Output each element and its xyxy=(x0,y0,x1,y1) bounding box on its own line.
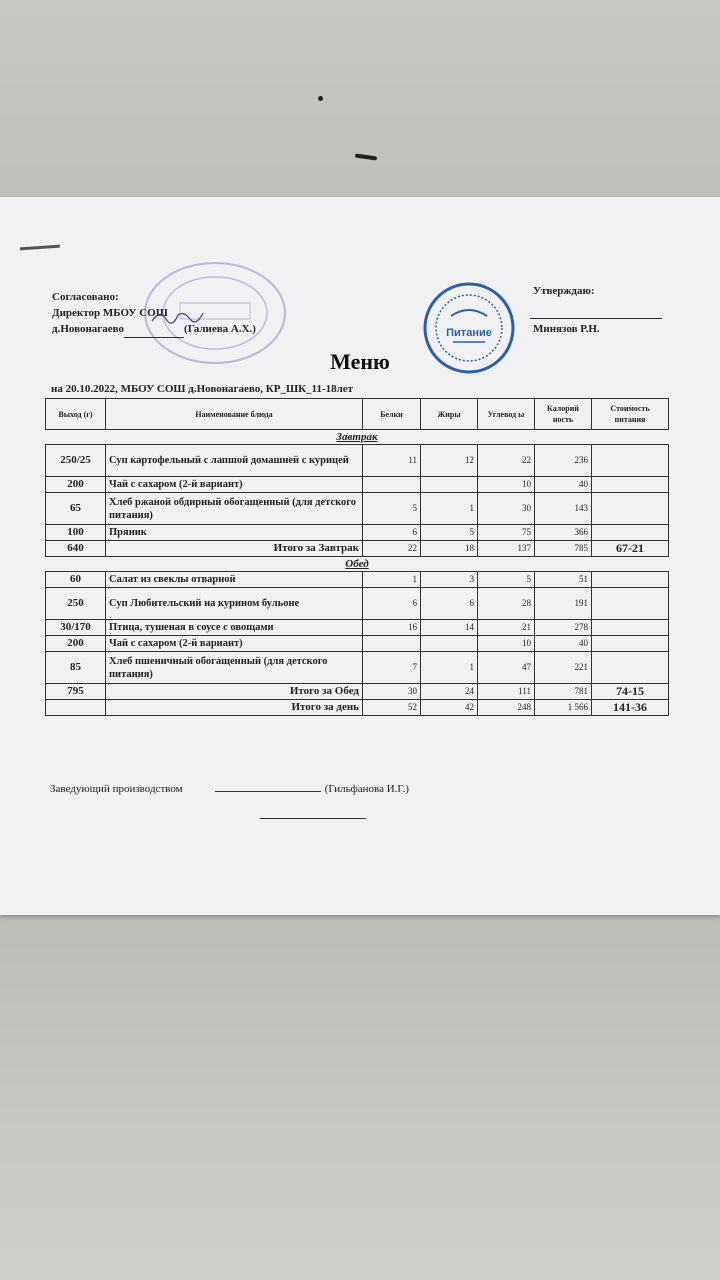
fat-cell: 12 xyxy=(421,445,478,477)
protein-total-cell: 30 xyxy=(363,684,421,700)
director-name: (Галиева А.Х.) xyxy=(184,323,256,335)
column-header: Наименование блюда xyxy=(106,399,363,430)
table-row xyxy=(46,620,669,636)
calories-cell: 191 xyxy=(535,588,592,620)
cost-cell xyxy=(592,572,669,588)
stamp-text: Питание xyxy=(446,327,492,339)
protein-cell xyxy=(363,636,421,652)
column-header: Жиры xyxy=(421,399,478,430)
portion-cell: 65 xyxy=(46,493,106,525)
table-row xyxy=(46,493,669,525)
protein-cell xyxy=(363,477,421,493)
protein-cell: 6 xyxy=(363,525,421,541)
calories-total-cell: 781 xyxy=(535,684,592,700)
carbs-cell: 10 xyxy=(478,477,535,493)
approve-signature-line xyxy=(530,318,662,319)
dish-name-cell: Чай с сахаром (2-й вариант) xyxy=(106,477,363,493)
carbs-cell: 75 xyxy=(478,525,535,541)
cost-cell xyxy=(592,620,669,636)
portion-cell: 200 xyxy=(46,636,106,652)
fat-cell: 1 xyxy=(421,652,478,684)
dish-name-cell: Хлеб ржаной обдирный обогащенный (для детского питания) xyxy=(106,493,363,525)
portion-cell: 200 xyxy=(46,477,106,493)
portion-total-cell: 640 xyxy=(46,541,106,557)
table-header-row xyxy=(46,399,669,430)
fat-cell: 3 xyxy=(421,572,478,588)
carbs-cell: 22 xyxy=(478,445,535,477)
wall-background-bottom xyxy=(0,915,720,1280)
menu-table xyxy=(45,398,669,716)
calories-cell: 221 xyxy=(535,652,592,684)
approver-name: Минязов Р.Н. xyxy=(533,323,600,335)
section-title: Обед xyxy=(345,557,369,570)
total-label: Итого за Обед xyxy=(106,684,363,700)
day-total-row xyxy=(46,700,669,716)
wall-background-top xyxy=(0,0,720,200)
calories-cell: 366 xyxy=(535,525,592,541)
protein-cell: 16 xyxy=(363,620,421,636)
day-total-label: Итого за день xyxy=(106,700,363,716)
fat-cell xyxy=(421,636,478,652)
portion-cell: 250 xyxy=(46,588,106,620)
footer-role: Заведующий производством xyxy=(50,783,183,795)
table-row xyxy=(46,652,669,684)
column-header: Выход (г) xyxy=(46,399,106,430)
calories-cell: 143 xyxy=(535,493,592,525)
dish-name-cell: Пряник xyxy=(106,525,363,541)
agreed-label: Согласовано: xyxy=(52,291,119,303)
director-label: Директор МБОУ СОШ xyxy=(52,307,168,319)
protein-cell: 1 xyxy=(363,572,421,588)
page-title: Меню xyxy=(330,349,390,374)
table-row xyxy=(46,477,669,493)
dish-name-cell: Суп картофельный с лапшой домашней с курицей xyxy=(106,445,363,477)
column-header: Калорий ность xyxy=(535,399,592,430)
table-row xyxy=(46,588,669,620)
calories-cell: 40 xyxy=(535,477,592,493)
carbs-cell: 5 xyxy=(478,572,535,588)
fat-cell: 14 xyxy=(421,620,478,636)
cost-cell xyxy=(592,493,669,525)
fat-cell: 1 xyxy=(421,493,478,525)
table-row xyxy=(46,445,669,477)
carbs-total-cell: 111 xyxy=(478,684,535,700)
fat-cell xyxy=(421,477,478,493)
carbs-cell: 10 xyxy=(478,636,535,652)
footer-second-line xyxy=(260,818,366,819)
protein-total-cell: 52 xyxy=(363,700,421,716)
portion-cell: 60 xyxy=(46,572,106,588)
approve-label: Утверждаю: xyxy=(533,285,595,297)
calories-total-cell: 785 xyxy=(535,541,592,557)
column-header: Стоимость питания xyxy=(592,399,669,430)
protein-total-cell: 22 xyxy=(363,541,421,557)
page-subtitle: на 20.10.2022, МБОУ СОШ д.Новонагаево, КР_ШК_11-18лет xyxy=(51,383,354,395)
dish-name-cell: Суп Любительский на курином бульоне xyxy=(106,588,363,620)
total-row xyxy=(46,684,669,700)
protein-cell: 5 xyxy=(363,493,421,525)
portion-cell: 100 xyxy=(46,525,106,541)
column-header: Углевод ы xyxy=(478,399,535,430)
total-row xyxy=(46,541,669,557)
calories-total-cell: 1 566 xyxy=(535,700,592,716)
footer-signature xyxy=(50,783,409,795)
fat-total-cell: 24 xyxy=(421,684,478,700)
fat-cell: 5 xyxy=(421,525,478,541)
cost-cell xyxy=(592,652,669,684)
table-row xyxy=(46,636,669,652)
signature-scrawl-icon xyxy=(150,307,205,325)
calories-cell: 278 xyxy=(535,620,592,636)
total-label: Итого за Завтрак xyxy=(106,541,363,557)
section-title-row xyxy=(46,430,669,445)
cost-cell xyxy=(592,525,669,541)
village-label: д.Новонагаево xyxy=(52,323,125,335)
column-header: Белки xyxy=(363,399,421,430)
carbs-cell: 28 xyxy=(478,588,535,620)
footer-signature-line xyxy=(215,791,321,792)
carbs-cell: 21 xyxy=(478,620,535,636)
carbs-cell: 30 xyxy=(478,493,535,525)
portion-cell: 250/25 xyxy=(46,445,106,477)
cost-total-cell: 67-21 xyxy=(592,541,669,557)
fat-total-cell: 18 xyxy=(421,541,478,557)
wall-speck xyxy=(318,96,323,101)
carbs-cell: 47 xyxy=(478,652,535,684)
calories-cell: 236 xyxy=(535,445,592,477)
dish-name-cell: Хлеб пшеничный обогащенный (для детского питания) xyxy=(106,652,363,684)
fat-total-cell: 42 xyxy=(421,700,478,716)
dish-name-cell: Птица, тушеная в соусе с овощами xyxy=(106,620,363,636)
footer-name: (Гильфанова И.Г.) xyxy=(324,783,409,795)
cost-cell xyxy=(592,445,669,477)
portion-cell: 30/170 xyxy=(46,620,106,636)
protein-cell: 6 xyxy=(363,588,421,620)
dish-name-cell: Салат из свеклы отварной xyxy=(106,572,363,588)
portion-cell: 85 xyxy=(46,652,106,684)
cost-cell xyxy=(592,636,669,652)
carbs-total-cell: 137 xyxy=(478,541,535,557)
portion-total-cell xyxy=(46,700,106,716)
calories-cell: 51 xyxy=(535,572,592,588)
carbs-total-cell: 248 xyxy=(478,700,535,716)
protein-cell: 7 xyxy=(363,652,421,684)
cost-cell xyxy=(592,588,669,620)
dish-name-cell: Чай с сахаром (2-й вариант) xyxy=(106,636,363,652)
cost-cell xyxy=(592,477,669,493)
calories-cell: 40 xyxy=(535,636,592,652)
section-title: Завтрак xyxy=(336,430,378,443)
section-title-row xyxy=(46,557,669,572)
cost-total-cell: 74-15 xyxy=(592,684,669,700)
fat-cell: 6 xyxy=(421,588,478,620)
table-row xyxy=(46,525,669,541)
cost-total-cell: 141-36 xyxy=(592,700,669,716)
portion-total-cell: 795 xyxy=(46,684,106,700)
protein-cell: 11 xyxy=(363,445,421,477)
table-row xyxy=(46,572,669,588)
